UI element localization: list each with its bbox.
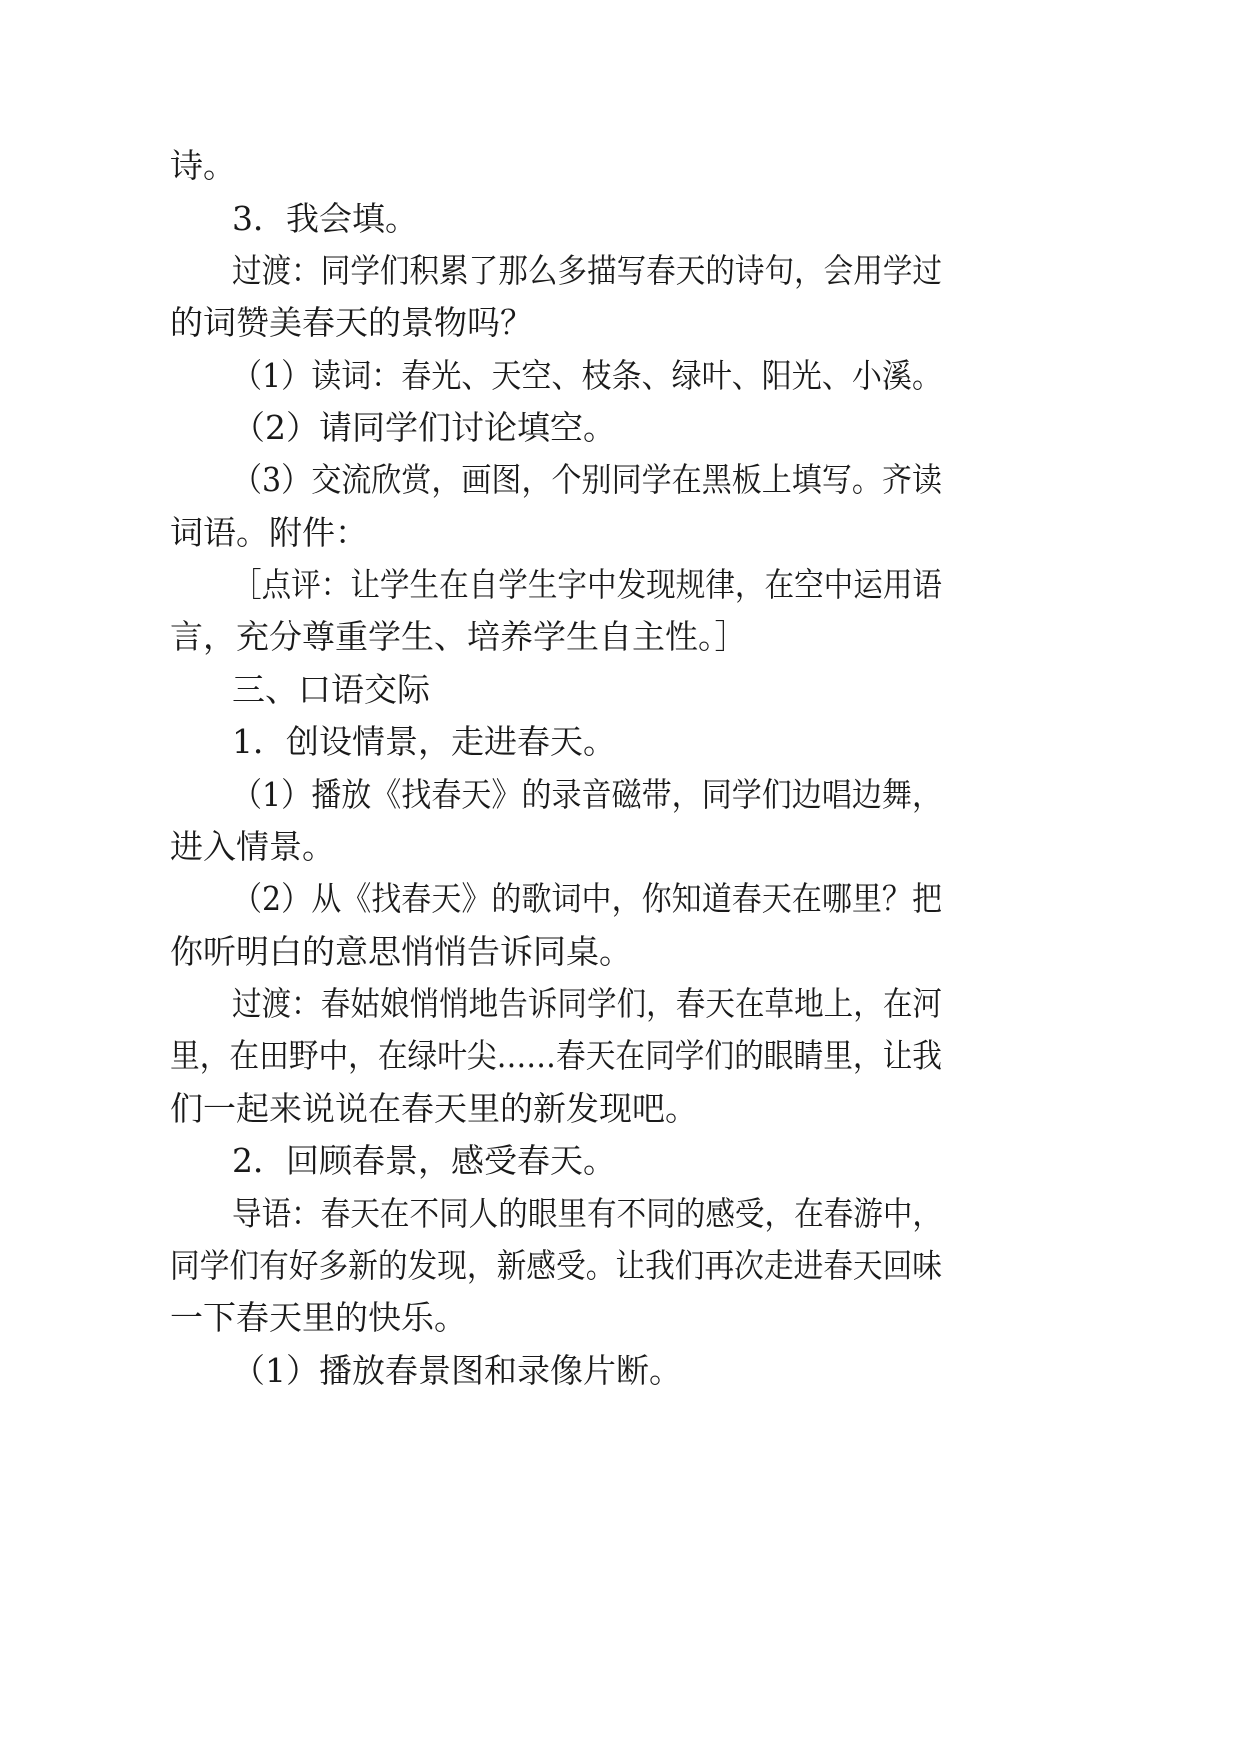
comment-line: 言，充分尊重学生、培养学生自主性。］ (170, 617, 748, 656)
text-line: 诗。 (170, 146, 236, 185)
list-item: （2）从《找春天》的歌词中，你知道春天在哪里？把 (232, 879, 942, 918)
paragraph-line: 过渡：同学们积累了那么多描写春天的诗句，会用学过 (232, 251, 942, 290)
list-heading: 2．回顾春景，感受春天。 (232, 1141, 616, 1180)
list-item: （1）读词：春光、天空、枝条、绿叶、阳光、小溪。 (232, 356, 942, 395)
paragraph-line: 导语：春天在不同人的眼里有不同的感受，在春游中， (232, 1194, 942, 1233)
paragraph-line: 同学们有好多新的发现，新感受。让我们再次走进春天回味 (170, 1246, 942, 1285)
comment-line: ［点评：让学生在自学生字中发现规律，在空中运用语 (232, 565, 942, 604)
list-item: （1）播放春景图和录像片断。 (232, 1351, 682, 1390)
paragraph-line: 们一起来说说在春天里的新发现吧。 (170, 1089, 698, 1128)
list-item: （2）请同学们讨论填空。 (232, 408, 616, 447)
list-item: （3）交流欣赏，画图，个别同学在黑板上填写。齐读 (232, 460, 942, 499)
paragraph-line: 里，在田野中，在绿叶尖……春天在同学们的眼睛里，让我 (170, 1036, 942, 1075)
paragraph-line: 过渡：春姑娘悄悄地告诉同学们，春天在草地上，在河 (232, 984, 942, 1023)
list-heading: 3．我会填。 (232, 199, 418, 238)
paragraph-line: 词语。附件： (170, 513, 368, 552)
paragraph-line: 的词赞美春天的景物吗？ (170, 303, 533, 342)
list-heading: 1．创设情景，走进春天。 (232, 722, 616, 761)
section-heading: 三、口语交际 (232, 670, 430, 709)
list-item: （1）播放《找春天》的录音磁带，同学们边唱边舞， (232, 775, 942, 814)
paragraph-line: 一下春天里的快乐。 (170, 1298, 467, 1337)
paragraph-line: 你听明白的意思悄悄告诉同桌。 (170, 932, 632, 971)
paragraph-line: 进入情景。 (170, 827, 335, 866)
